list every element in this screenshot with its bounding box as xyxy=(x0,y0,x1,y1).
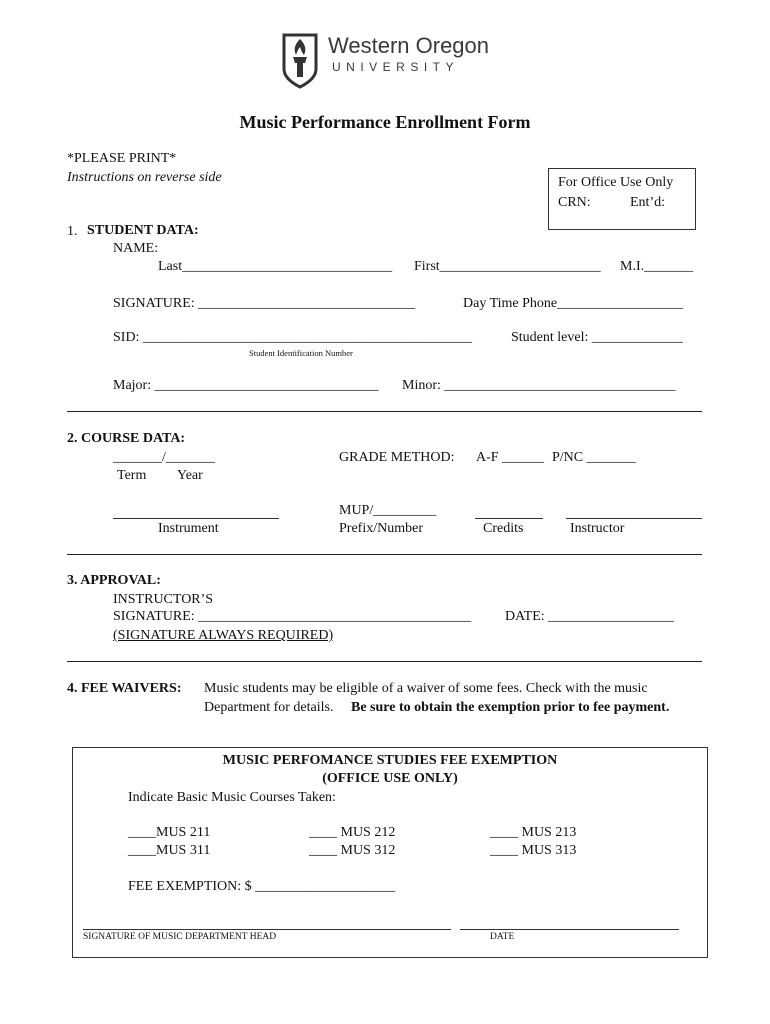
instructor-label: Instructor xyxy=(570,521,625,536)
grade-method-label: GRADE METHOD: xyxy=(339,450,455,465)
approval-date-field[interactable]: DATE: __________________ xyxy=(505,609,675,624)
grade-pnc-field[interactable]: P/NC _______ xyxy=(552,450,636,465)
dept-head-date-line[interactable] xyxy=(460,929,679,930)
divider xyxy=(67,554,702,555)
form-title: Music Performance Enrollment Form xyxy=(239,112,531,132)
university-logo xyxy=(278,27,493,89)
fee-waiver-text-2: Department for details. xyxy=(204,700,334,715)
exemption-title: MUSIC PERFOMANCE STUDIES FEE EXEMPTION xyxy=(222,753,558,768)
dept-head-signature-label: SIGNATURE OF MUSIC DEPARTMENT HEAD xyxy=(83,932,277,942)
logo-sub: UNIVERSITY xyxy=(332,60,460,74)
exemption-subtitle: (OFFICE USE ONLY) xyxy=(322,771,458,786)
name-label: NAME: xyxy=(113,241,159,256)
sid-field[interactable]: SID: _______________________________________________ xyxy=(113,330,472,345)
year-label: Year xyxy=(177,468,203,483)
phone-field[interactable]: Day Time Phone__________________ xyxy=(463,296,684,311)
section2-title: 2. COURSE DATA: xyxy=(67,431,186,446)
office-entd: Ent’d: xyxy=(630,195,665,210)
office-use-title: For Office Use Only xyxy=(558,175,674,190)
minor-field[interactable]: Minor: _________________________________ xyxy=(402,378,676,393)
sid-caption: Student Identification Number xyxy=(249,348,353,358)
student-level-field[interactable]: Student level: _____________ xyxy=(511,330,683,345)
section4-title: 4. FEE WAIVERS: xyxy=(67,681,182,696)
instructor-signature-field[interactable]: SIGNATURE: _______________________________________ xyxy=(113,609,472,624)
credits-line[interactable] xyxy=(475,518,543,519)
office-crn: CRN: xyxy=(558,195,591,210)
course-mus-312[interactable]: ____ MUS 312 xyxy=(309,843,396,858)
section1-title: STUDENT DATA: xyxy=(87,223,199,238)
instructors-label: INSTRUCTOR’S xyxy=(113,592,214,607)
mup-field[interactable]: MUP/_________ xyxy=(339,503,437,518)
dept-head-signature-line[interactable] xyxy=(83,929,451,930)
instrument-line[interactable] xyxy=(113,518,279,519)
indicate-courses-label: Indicate Basic Music Courses Taken: xyxy=(128,790,336,805)
instructions-note: Instructions on reverse side xyxy=(67,170,222,185)
dept-head-date-label: DATE xyxy=(490,932,515,942)
please-print: *PLEASE PRINT* xyxy=(67,151,177,166)
fee-waiver-text-1: Music students may be eligible of a waiver of some fees. Check with the music xyxy=(204,681,648,696)
course-mus-212[interactable]: ____ MUS 212 xyxy=(309,825,396,840)
first-name-field[interactable]: First_______________________ xyxy=(414,259,601,274)
course-mus-213[interactable]: ____ MUS 213 xyxy=(490,825,577,840)
term-year-field[interactable]: _______/_______ xyxy=(113,450,215,465)
section3-title: 3. APPROVAL: xyxy=(67,573,161,588)
major-field[interactable]: Major: ________________________________ xyxy=(113,378,379,393)
logo-name: Western Oregon xyxy=(328,33,490,58)
student-signature-field[interactable]: SIGNATURE: _______________________________ xyxy=(113,296,416,311)
signature-required-note: (SIGNATURE ALWAYS REQUIRED) xyxy=(113,628,334,643)
course-mus-311[interactable]: ____MUS 311 xyxy=(128,843,211,858)
fee-waiver-warning: Be sure to obtain the exemption prior to fee payment. xyxy=(351,700,670,715)
prefix-number-label: Prefix/Number xyxy=(339,521,423,536)
fee-exemption-amount-field[interactable]: FEE EXEMPTION: $ ____________________ xyxy=(128,879,396,894)
torch-icon xyxy=(278,27,322,89)
grade-af-field[interactable]: A-F ______ xyxy=(476,450,545,465)
divider xyxy=(67,661,702,662)
course-mus-211[interactable]: ____MUS 211 xyxy=(128,825,211,840)
section1-number: 1. xyxy=(67,224,78,239)
last-name-field[interactable]: Last______________________________ xyxy=(158,259,393,274)
course-mus-313[interactable]: ____ MUS 313 xyxy=(490,843,577,858)
divider xyxy=(67,411,702,412)
middle-initial-field[interactable]: M.I._______ xyxy=(620,259,694,274)
instrument-label: Instrument xyxy=(158,521,219,536)
term-label: Term xyxy=(117,468,147,483)
instructor-line[interactable] xyxy=(566,518,702,519)
credits-label: Credits xyxy=(483,521,524,536)
